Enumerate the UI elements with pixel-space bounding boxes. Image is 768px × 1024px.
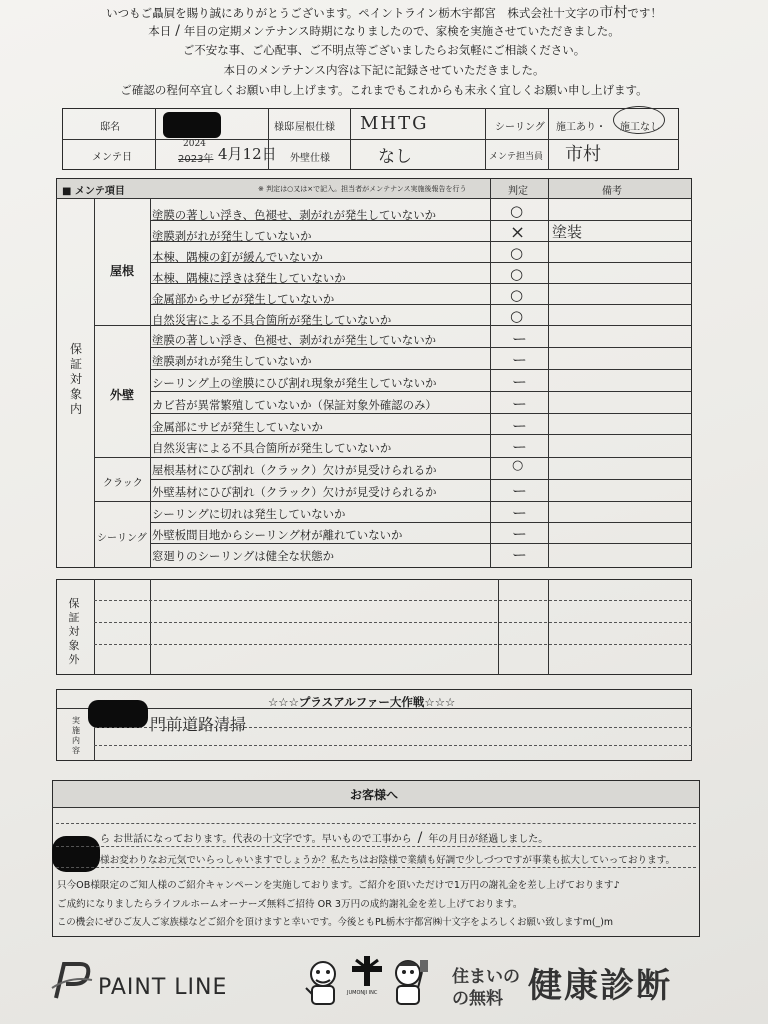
- mascot-right: [388, 956, 432, 1012]
- wall-row-2: 塗膜剥がれが発生していないか: [152, 354, 312, 368]
- intro-text: 年目の定期メンテナンス時期になりましたので、家検を実施させていただきました。: [183, 24, 620, 38]
- intro-line-2: [0, 24, 768, 39]
- intro-line-1: [0, 6, 768, 21]
- owner-label: 邸名: [100, 122, 120, 133]
- jumonji-logo: [350, 954, 384, 992]
- intro-line-3: ご不安な事、ご心配事、ご不明点等ございましたらお気軽にご相談ください。: [182, 43, 586, 57]
- sealing-mark-3: ー: [512, 546, 528, 564]
- sealing-mark-1: ー: [512, 504, 528, 522]
- customer-line-2: 様お変わりなお元気でいらっしゃいますでしょうか？私たちはお陰様で業績も好調で少しづつですが事業も拡大していっております。: [100, 855, 676, 866]
- category-wall-label: 外壁: [110, 388, 135, 402]
- outside-coverage-label: 保証対象外: [68, 597, 80, 666]
- roof-mark-1: ○: [510, 202, 524, 220]
- wall-spec-label: 外壁仕様: [290, 153, 330, 164]
- header-note: ※ 判定は○又は×で記入。担当者がメンテナンス実施後報告を行う: [258, 185, 467, 193]
- brand-name: PAINT LINE: [98, 975, 228, 1000]
- coverage-group-label: 保証対象内: [69, 342, 82, 416]
- header-judge: 判定: [508, 186, 528, 197]
- intro-line-5: ご確認の程何卒宜しくお願い申し上げます。これまでもこれからも末永く宜しくお願い申し上げます。: [120, 83, 648, 97]
- slogan-main: 健康診断: [528, 966, 672, 1006]
- jumonji-logo-icon: [350, 954, 384, 988]
- plus-alpha-title: ☆☆☆プラスアルファー大作戦☆☆☆: [268, 695, 456, 709]
- crack-row-1: 屋根基材にひび割れ（クラック）欠けが見受けられるか: [152, 463, 437, 477]
- wall-mark-2: ー: [512, 351, 528, 369]
- slogan-line-2: の無料: [452, 989, 503, 1009]
- plus-alpha-side-label: 実施内容: [72, 716, 80, 755]
- sealing-row-1: シーリングに切れは発生していないか: [152, 507, 346, 521]
- years-handwritten: /: [417, 830, 423, 846]
- intro-text: です！: [627, 6, 662, 20]
- customer-line-5: この機会にぜひご友人ご家族様などご紹介を頂けますと幸いです。今後ともPL栃木宇都宮㈱十文字をよろしくお願い致しますm(_)m: [57, 917, 614, 928]
- roof-remark-2: 塗装: [552, 223, 583, 241]
- redacted-plus-alpha: [88, 700, 148, 728]
- wall-mark-6: ー: [512, 438, 528, 456]
- wall-row-6: 自然災害による不具合箇所が発生していないか: [152, 441, 392, 455]
- date-year-printed: 2023年: [178, 154, 214, 165]
- roof-row-2: 塗膜剥がれが発生していないか: [152, 229, 312, 243]
- paint-line-logo: [50, 958, 94, 1006]
- category-roof-label: 屋根: [110, 264, 135, 278]
- style-label: 様邸: [274, 122, 294, 133]
- sealing-option-no: 施工なし: [620, 122, 660, 133]
- sealing-option-yes: 施工あり・: [556, 122, 606, 133]
- wall-row-4: カビ苔が異常繁殖していないか（保証対象外確認のみ）: [152, 398, 437, 412]
- category-crack-label: クラック: [103, 478, 143, 489]
- staff-handwritten-name: 市村: [599, 5, 628, 21]
- header-remarks: 備考: [602, 186, 622, 197]
- roof-mark-5: ○: [510, 286, 524, 304]
- roof-mark-3: ○: [510, 244, 524, 262]
- customer-text: ら お世話になっております。代表の十文字です。早いもので工事から: [100, 834, 412, 845]
- wall-mark-4: ー: [512, 395, 528, 413]
- customer-line-3: 只今OB様限定のご知人様のご紹介キャンペーンを実施しております。ご紹介を頂いただけで1万円の謝礼金を差し上げております♪: [57, 880, 620, 891]
- roof-row-5: 金属部からサビが発生していないか: [152, 292, 335, 306]
- date-label: メンテ日: [92, 152, 132, 163]
- roof-row-3: 本棟、隅棟の釘が緩んでいないか: [152, 250, 323, 264]
- sealing-circle-mark: [613, 106, 665, 134]
- plus-alpha-value: 門前道路清掃: [150, 715, 247, 734]
- date-year-handwritten: 2024: [183, 139, 206, 149]
- customer-text: 年の月日が経過しました。: [428, 834, 549, 845]
- customer-line-4: ご成約になりましたらライフルホームオーナーズ無料ご招待 OR 3万円の成約謝礼金を差し上げております。: [57, 899, 523, 910]
- roof-spec-label: 屋根仕様: [295, 122, 335, 133]
- wall-mark-1: ー: [512, 330, 528, 348]
- paint-line-logo-icon: [50, 958, 94, 1002]
- company-small-text: JUMONJI INC: [347, 990, 378, 996]
- header-item: ■ メンテ項目: [62, 186, 125, 197]
- sealing-row-3: 窓廻りのシーリングは健全な状態か: [152, 549, 335, 563]
- sealing-mark-2: ー: [512, 525, 528, 543]
- wall-mark-3: ー: [512, 373, 528, 391]
- crack-mark-1: ○: [512, 458, 524, 473]
- roof-row-6: 自然災害による不具合箇所が発生していないか: [152, 313, 392, 327]
- staff-value: 市村: [565, 144, 601, 165]
- customer-title: お客様へ: [350, 788, 399, 802]
- wall-row-1: 塗膜の著しい浮き、色褪せ、剥がれが発生していないか: [152, 333, 436, 347]
- category-sealing-label: シーリング: [97, 533, 147, 544]
- mascot-left: [302, 958, 344, 1012]
- wall-mark-5: ー: [512, 417, 528, 435]
- roof-mark-6: ○: [510, 307, 524, 325]
- redacted-owner-name: [163, 112, 221, 138]
- slogan-line-1: 住まいの: [452, 967, 520, 987]
- customer-line-1: [100, 830, 548, 846]
- intro-text: いつもご贔屓を賜り誠にありがとうございます。ペイントライン栃木宇都宮 株式会社十文字の: [106, 6, 600, 20]
- roof-row-4: 本棟、隅棟に浮きは発生していないか: [152, 271, 346, 285]
- roof-mark-4: ○: [510, 265, 524, 283]
- sealing-label: シーリング: [495, 122, 545, 133]
- intro-text: 本日: [148, 24, 172, 38]
- roof-spec-value: MHTG: [360, 113, 429, 134]
- outside-coverage-table: [56, 579, 692, 675]
- mascot-left-icon: [302, 958, 344, 1008]
- mascot-right-icon: [388, 956, 432, 1008]
- year-count-handwritten: /: [175, 23, 180, 39]
- roof-mark-2: ×: [510, 222, 526, 243]
- roof-row-1: 塗膜の著しい浮き、色褪せ、剥がれが発生していないか: [152, 208, 436, 222]
- wall-row-3: シーリング上の塗膜にひび割れ現象が発生していないか: [152, 376, 437, 390]
- sealing-row-2: 外壁板間目地からシーリング材が離れていないか: [152, 528, 403, 542]
- crack-row-2: 外壁基材にひび割れ（クラック）欠けが見受けられるか: [152, 485, 437, 499]
- wall-spec-value: なし: [378, 147, 412, 167]
- staff-label: メンテ担当員: [489, 152, 544, 162]
- crack-mark-2: ー: [512, 482, 528, 500]
- intro-line-4: 本日のメンテナンス内容は下記に記録させていただきました。: [223, 63, 545, 77]
- wall-row-5: 金属部にサビが発生していないか: [152, 420, 323, 434]
- date-value: 4月12日: [218, 145, 277, 163]
